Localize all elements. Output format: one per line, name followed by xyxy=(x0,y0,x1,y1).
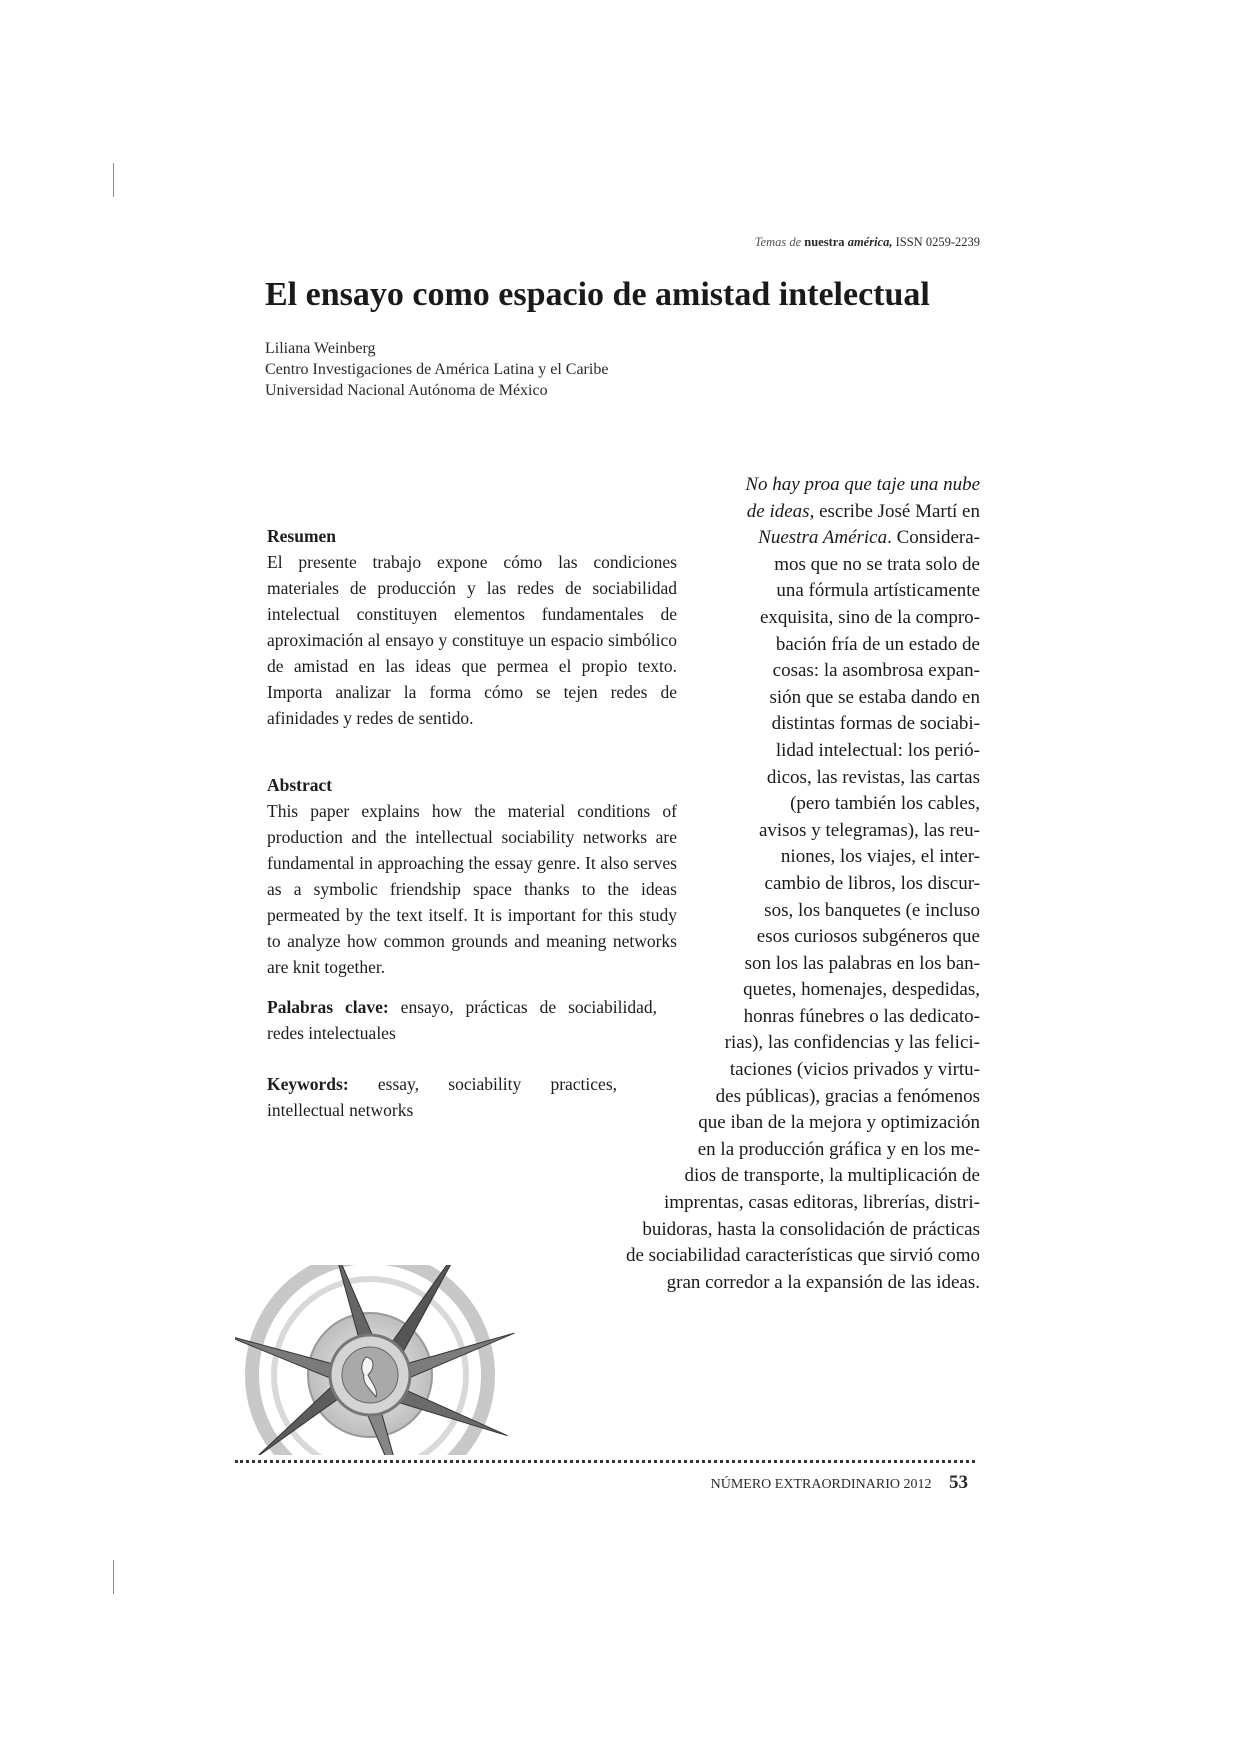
body-line: lidad intelectual: los perió- xyxy=(775,739,980,761)
footer-divider xyxy=(235,1460,975,1463)
palabras-clave-label: Palabras clave: xyxy=(267,997,389,1017)
body-line: (pero también los cables, xyxy=(790,793,980,815)
body-line: quetes, homenajes, despedidas, xyxy=(743,979,980,1001)
crop-mark-bottom xyxy=(113,1560,114,1594)
affiliation-line-1: Centro Investigaciones de América Latina y el Caribe xyxy=(265,361,609,378)
journal-prefix: Temas de xyxy=(754,235,802,249)
article-title: El ensayo como espacio de amistad intelectual xyxy=(265,276,930,313)
body-line: rias), las confidencias y las felici- xyxy=(724,1032,980,1054)
body-line: sión que se estaba dando en xyxy=(769,686,980,708)
body-line: taciones (vicios privados y virtu- xyxy=(729,1059,980,1081)
page-number: 53 xyxy=(949,1472,968,1493)
body-line: gran corredor a la expansión de las ideas. xyxy=(666,1271,980,1293)
body-line: que iban de la mejora y optimización xyxy=(698,1112,980,1134)
abstract-text: This paper explains how the material conditions of production and the intellectual sociability networks are fundamental in approaching the essay genre. It also serves as a symbolic friendship space thanks to the ideas permeated by the text itself. It is important for this study to analyze how common grounds and meaning networks are knit together. xyxy=(267,801,677,977)
body-line-italic: No hay proa que taje una nube xyxy=(745,474,980,495)
body-line: son los las palabras en los ban- xyxy=(744,952,980,974)
body-line-italic: de ideas xyxy=(746,500,810,522)
body-line: des públicas), gracias a fenómenos xyxy=(715,1085,980,1107)
resumen-heading: Resumen xyxy=(267,526,337,546)
resumen-text: El presente trabajo expone cómo las condiciones materiales de producción y las redes de sociabilidad intelectual constituyen elementos fundamentales de aproximación al ensayo y constituye un espacio simbólico de amistad en las ideas que permea el propio texto. Importa analizar la forma cómo se tejen redes de afinidades y redes de sentido. xyxy=(267,552,677,728)
body-line: sos, los banquetes (e incluso xyxy=(764,899,980,921)
body-line-text: , escribe José Martí en xyxy=(809,500,980,522)
author-name: Liliana Weinberg xyxy=(265,340,376,357)
resumen-section xyxy=(267,523,677,731)
body-line: en la producción gráfica y en los me- xyxy=(697,1138,980,1160)
issue-label: NÚMERO EXTRAORDINARIO 2012 xyxy=(710,1477,932,1492)
body-line: exquisita, sino de la compro- xyxy=(759,606,980,628)
body-line: imprentas, casas editoras, librerías, distri- xyxy=(663,1192,980,1214)
affiliation-line-2: Universidad Nacional Autónoma de México xyxy=(265,382,548,399)
body-line xyxy=(626,499,980,526)
body-line: cambio de libros, los discur- xyxy=(764,872,980,894)
body-line: honras fúnebres o las dedicato- xyxy=(743,1005,980,1027)
crop-mark-top xyxy=(113,163,114,197)
body-line: dicos, las revistas, las cartas xyxy=(766,766,980,788)
body-line: cosas: la asombrosa expan- xyxy=(772,660,980,682)
body-line: bación fría de un estado de xyxy=(775,633,980,655)
body-line: mos que no se trata solo de xyxy=(774,553,980,575)
body-line: avisos y telegramas), las reu- xyxy=(758,819,980,841)
keywords-label: Keywords: xyxy=(267,1074,349,1094)
abstract-section xyxy=(267,772,677,980)
body-line: de sociabilidad características que sirvió como xyxy=(625,1245,980,1267)
body-line xyxy=(626,525,980,552)
page-footer xyxy=(711,1472,968,1494)
body-line-text: . Considera- xyxy=(887,527,980,549)
palabras-clave-section xyxy=(267,994,657,1046)
body-line: esos curiosos subgéneros que xyxy=(756,926,980,948)
body-line: niones, los viajes, el inter- xyxy=(780,846,980,868)
palabras-clave-text: ensayo, prácticas de sociabilidad, redes intelectuales xyxy=(267,997,658,1043)
body-line xyxy=(626,472,980,499)
body-line: dios de transporte, la multiplicación de xyxy=(684,1165,980,1187)
journal-header xyxy=(755,235,980,250)
journal-name-2: américa, xyxy=(847,235,893,249)
abstract-heading: Abstract xyxy=(267,775,333,795)
body-line: buidoras, hasta la consolidación de prácticas xyxy=(642,1218,980,1240)
issn: ISSN 0259-2239 xyxy=(895,235,980,249)
compass-rose-illustration xyxy=(235,1265,565,1455)
body-line: una fórmula artísticamente xyxy=(776,580,980,602)
keywords-text: essay, sociability practices, intellectual networks xyxy=(267,1074,618,1120)
journal-name: nuestra xyxy=(804,235,845,249)
body-line-italic: Nuestra América xyxy=(758,527,888,549)
keywords-section xyxy=(267,1071,617,1123)
body-line: distintas formas de sociabi- xyxy=(771,713,980,735)
author-block xyxy=(265,338,608,401)
body-text xyxy=(626,472,980,1296)
